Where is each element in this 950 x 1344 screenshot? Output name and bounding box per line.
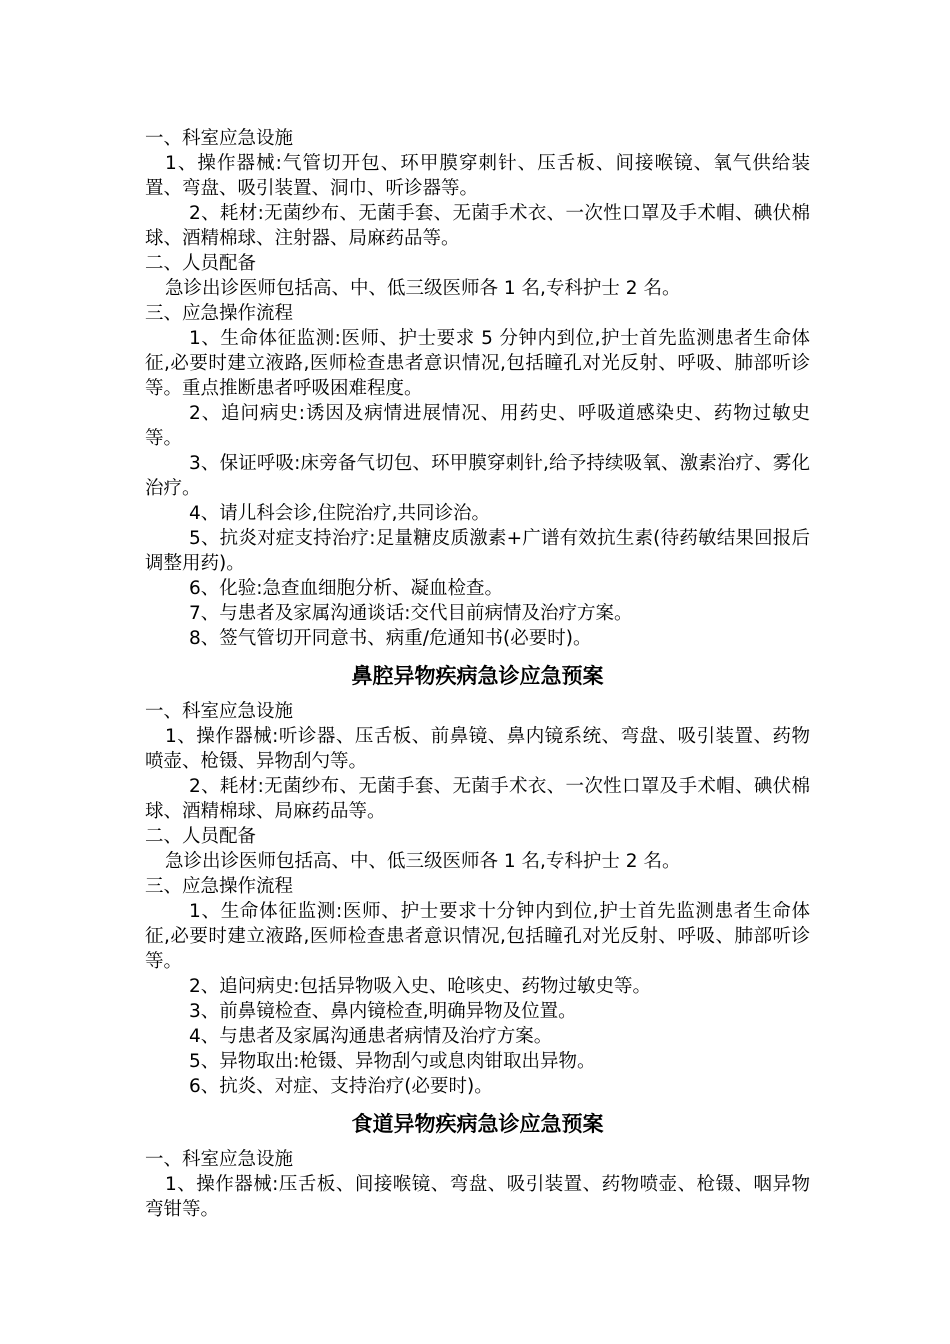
- procedure-step: 5、异物取出:枪镊、异物刮勺或息肉钳取出异物。: [189, 1051, 596, 1072]
- procedure-step: 1、生命体征监测:医师、护士要求 5 分钟内到位,护士首先监测患者生命体征,必要时建立液路,医师检查患者意识情况,包括瞳孔对光反射、呼吸、肺部听诊等。重点推断患者呼吸困难程度。: [145, 328, 810, 399]
- procedure-step: 4、与患者及家属沟通患者病情及治疗方案。: [189, 1026, 553, 1047]
- procedure-step: 3、前鼻镜检查、鼻内镜检查,明确异物及位置。: [189, 1001, 577, 1022]
- procedure-step: 6、抗炎、对症、支持治疗(必要时)。: [189, 1076, 493, 1097]
- facilities-heading: 一、科室应急设施: [145, 128, 294, 149]
- procedure-step: 6、化验:急查血细胞分析、凝血检查。: [189, 578, 504, 599]
- staff-item: 急诊出诊医师包括高、中、低三级医师各 1 名,专科护士 2 名。: [165, 278, 681, 299]
- facilities-heading: 一、科室应急设施: [145, 701, 294, 722]
- staff-heading: 二、人员配备: [145, 826, 257, 847]
- consumables-item: 2、耗材:无菌纱布、无菌手套、无菌手术衣、一次性口罩及手术帽、碘伏棉球、酒精棉球、注射器、局麻药品等。: [145, 203, 810, 249]
- section-title: 食道异物疾病急诊应急预案: [351, 1112, 604, 1136]
- facilities-heading: 一、科室应急设施: [145, 1149, 294, 1170]
- procedure-step: 1、生命体征监测:医师、护士要求十分钟内到位,护士首先监测患者生命体征,必要时建立液路,医师检查患者意识情况,包括瞳孔对光反射、呼吸、肺部听诊等。: [145, 901, 810, 972]
- staff-heading: 二、人员配备: [145, 253, 257, 274]
- procedure-step: 5、抗炎对症支持治疗:足量糖皮质激素+广谱有效抗生素(待药敏结果回报后调整用药)。: [145, 528, 810, 574]
- instruments-item: 1、操作器械:气管切开包、环甲膜穿刺针、压舌板、间接喉镜、氧气供给装置、弯盘、吸引装置、洞巾、听诊器等。: [145, 153, 810, 199]
- instruments-item: 1、操作器械:听诊器、压舌板、前鼻镜、鼻内镜系统、弯盘、吸引装置、药物喷壶、枪镊、异物刮勺等。: [145, 726, 810, 772]
- procedure-step: 3、保证呼吸:床旁备气切包、环甲膜穿刺针,给予持续吸氧、激素治疗、雾化治疗。: [145, 453, 810, 499]
- procedure-step: 2、追问病史:包括异物吸入史、呛咳史、药物过敏史等。: [189, 976, 652, 997]
- procedure-step: 4、请儿科会诊,住院治疗,共同诊治。: [189, 503, 491, 524]
- procedure-heading: 三、应急操作流程: [145, 303, 294, 324]
- procedure-heading: 三、应急操作流程: [145, 876, 294, 897]
- consumables-item: 2、耗材:无菌纱布、无菌手套、无菌手术衣、一次性口罩及手术帽、碘伏棉球、酒精棉球、局麻药品等。: [145, 776, 810, 822]
- procedure-step: 8、签气管切开同意书、病重/危通知书(必要时)。: [189, 628, 592, 649]
- procedure-step: 2、追问病史:诱因及病情进展情况、用药史、呼吸道感染史、药物过敏史等。: [145, 403, 810, 449]
- document-body: [145, 126, 810, 1222]
- instruments-item: 1、操作器械:压舌板、间接喉镜、弯盘、吸引装置、药物喷壶、枪镊、咽异物弯钳等。: [145, 1174, 810, 1220]
- section-title: 鼻腔异物疾病急诊应急预案: [351, 664, 604, 688]
- procedure-step: 7、与患者及家属沟通谈话:交代目前病情及治疗方案。: [189, 603, 633, 624]
- staff-item: 急诊出诊医师包括高、中、低三级医师各 1 名,专科护士 2 名。: [165, 851, 681, 872]
